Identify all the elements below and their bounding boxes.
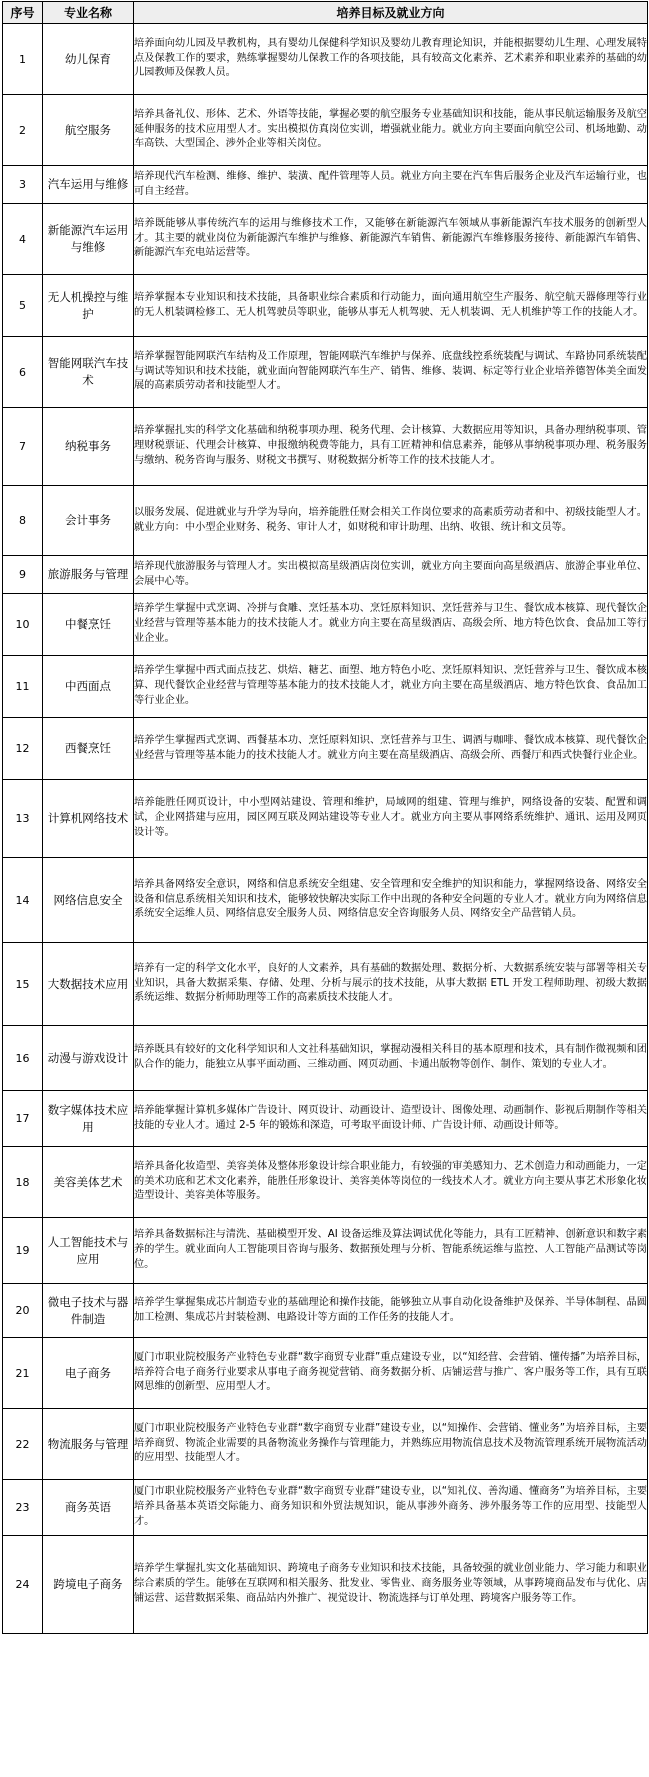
table-row [3,95,648,166]
table-row [3,556,648,594]
row-index: 2 [3,95,43,166]
program-name: 航空服务 [43,95,134,166]
program-description: 以服务发展、促进就业与升学为导向，培养能胜任财会相关工作岗位要求的高素质劳动者和中、初级技能型人才。就业方向：中小型企业财务、税务、审计人才，如财税和审计助理、出纳、收银、统计和文员等。 [134,486,648,556]
program-name: 人工智能技术与应用 [43,1218,134,1284]
table-body [3,24,648,1634]
row-index: 12 [3,718,43,780]
program-description: 培养具备化妆造型、美容美体及整体形象设计综合职业能力，有较强的审美感知力、艺术创造力和动画能力，一定的美术功底和艺术文化素养，能胜任形象设计、美容美体等岗位的一线技术人才。就业方向主要从事艺术形象化妆造型设计、美容美体等服务。 [134,1147,648,1218]
header-program-name: 专业名称 [43,2,134,24]
row-index: 10 [3,594,43,656]
table-row [3,486,648,556]
row-index: 9 [3,556,43,594]
row-index: 5 [3,275,43,337]
program-name: 会计事务 [43,486,134,556]
program-table [2,1,648,1634]
program-name: 大数据技术应用 [43,943,134,1026]
table-row [3,166,648,204]
program-description: 培养学生掌握扎实文化基础知识、跨境电子商务专业知识和技术技能，具备较强的就业创业能力、学习能力和职业综合素质的学生。能够在互联网和相关服务、批发业、零售业、商务服务业等领域，从事跨境商品发布与优化、店铺运营、运营数据采集、商品站内外推广、视觉设计、物流选择与订单处理、跨境客户服务等工作。 [134,1536,648,1634]
row-index: 15 [3,943,43,1026]
program-description: 培养具备礼仪、形体、艺术、外语等技能，掌握必要的航空服务专业基础知识和技能，能从事民航运输服务及航空延伸服务的技术应用型人才。实出模拟仿真岗位实训，增强就业能力。就业方向主要面向航空公司、机场地勤、动车高铁、大型国企、涉外企业等相关岗位。 [134,95,648,166]
program-name: 计算机网络技术 [43,780,134,858]
program-description: 培养面向幼儿园及早教机构，具有婴幼儿保健科学知识及婴幼儿教育理论知识，并能根据婴幼儿生理、心理发展特点及保教工作的要求，熟练掌握婴幼儿保教工作的各项技能，具有较高文化素养、艺术素养和职业素养的基础的幼儿园教师及保教人员。 [134,24,648,95]
table-row [3,780,648,858]
program-description: 培养具备数据标注与清洗、基础模型开发、AI 设备运维及算法调试优化等能力，具有工匠精神、创新意识和数字素养的学生。就业面向人工智能项目咨询与服务、数据预处理与分析、智能系统运维与监控、人工智能产品测试等岗位。 [134,1218,648,1284]
table-row [3,1218,648,1284]
table-row [3,408,648,486]
table-row [3,24,648,95]
program-name: 汽车运用与维修 [43,166,134,204]
program-name: 无人机操控与维护 [43,275,134,337]
program-description: 厦门市职业院校服务产业特色专业群“数字商贸专业群”建设专业，以“知礼仪、善沟通、懂商务”为培养目标，主要培养具备基本英语交际能力、商务知识和外贸法规知识，能从事涉外商务、涉外服务等工作的应用型、技能型人才。 [134,1480,648,1536]
table-row [3,204,648,275]
table-row [3,1536,648,1634]
table-row [3,275,648,337]
row-index: 24 [3,1536,43,1634]
program-description: 厦门市职业院校服务产业特色专业群“数字商贸专业群”建设专业，以“知操作、会营销、懂业务”为培养目标，主要培养商贸、物流企业需要的具备物流业务操作与管理能力，并熟练应用物流信息技术及物流管理系统开展物流活动的应用型、技能型人才。 [134,1409,648,1480]
table-row [3,1284,648,1338]
row-index: 20 [3,1284,43,1338]
row-index: 19 [3,1218,43,1284]
program-name: 动漫与游戏设计 [43,1026,134,1091]
header-row [3,2,648,24]
table-row [3,943,648,1026]
table-header [3,2,648,24]
program-description: 厦门市职业院校服务产业特色专业群“数字商贸专业群”重点建设专业，以“知经营、会营销、懂传播”为培养目标，培养符合电子商务行业要求从事电子商务视觉营销、商务数据分析、店铺运营与推广、客户服务等工作，具有互联网思维的创新型、应用型人才。 [134,1338,648,1409]
program-description: 培养学生掌握中西式面点技艺、烘焙、糖艺、面塑、地方特色小吃、烹饪原料知识、烹饪营养与卫生、餐饮成本核算、现代餐饮企业经营与管理等基本能力的技术技能人才，就业方向主要在高星级酒店、地方特色饮食、食品加工等行业企业。 [134,656,648,718]
row-index: 8 [3,486,43,556]
program-description: 培养学生掌握西式烹调、西餐基本功、烹饪原料知识、烹饪营养与卫生、调酒与咖啡、餐饮成本核算、现代餐饮企业经营与管理等基本能力的技术技能人才。就业方向主要在高星级酒店、高级会所、西餐厅和西式快餐行业企业。 [134,718,648,780]
program-description: 培养学生掌握集成芯片制造专业的基础理论和操作技能，能够独立从事自动化设备维护及保养、半导体制程、晶圆加工检测、集成芯片封装检测、电路设计等方面的工作任务的技能人才。 [134,1284,648,1338]
program-name: 电子商务 [43,1338,134,1409]
program-description: 培养能掌握计算机多媒体广告设计、网页设计、动画设计、造型设计、图像处理、动画制作、影视后期制作等相关技能的专业人才。通过 2-5 年的锻炼和深造，可考取平面设计师、广告设计师、动画设计师等。 [134,1091,648,1147]
program-description: 培养掌握扎实的科学文化基础和纳税事项办理、税务代理、会计核算、大数据应用等知识，具备办理纳税事项、管理财税票证、代理会计核算、申报缴纳税费等能力，具有工匠精神和信息素养，能够从事纳税事项办理、税务服务与缴纳、税务咨询与服务、财税文书撰写、财税数据分析等工作的技术技能人才。 [134,408,648,486]
row-index: 13 [3,780,43,858]
table-row [3,858,648,943]
program-name: 旅游服务与管理 [43,556,134,594]
program-name: 网络信息安全 [43,858,134,943]
program-description: 培养现代旅游服务与管理人才。实出模拟高星级酒店岗位实训，就业方向主要面向高星级酒店、旅游企事业单位、会展中心等。 [134,556,648,594]
program-name: 美容美体艺术 [43,1147,134,1218]
program-name: 幼儿保育 [43,24,134,95]
row-index: 3 [3,166,43,204]
row-index: 4 [3,204,43,275]
program-name: 纳税事务 [43,408,134,486]
program-name: 新能源汽车运用与维修 [43,204,134,275]
table-row [3,1147,648,1218]
program-description: 培养既能够从事传统汽车的运用与维修技术工作，又能够在新能源汽车领域从事新能源汽车技术服务的创新型人才。其主要的就业岗位为新能源汽车维护与维修、新能源汽车销售、新能源汽车维修服务接待、新能源汽车销售、新能源汽车充电站运营等。 [134,204,648,275]
row-index: 14 [3,858,43,943]
table-row [3,718,648,780]
program-name: 商务英语 [43,1480,134,1536]
row-index: 1 [3,24,43,95]
program-name: 西餐烹饪 [43,718,134,780]
row-index: 17 [3,1091,43,1147]
row-index: 21 [3,1338,43,1409]
table-row [3,594,648,656]
program-description: 培养有一定的科学文化水平，良好的人文素养，具有基础的数据处理、数据分析、大数据系统安装与部署等相关专业知识，具备大数据采集、存储、处理、分析与展示的技术技能，从事大数据 ETL 开发工程师助理、初级大数据系统运维、数据分析师助理等工作的高素质技术技能人才。 [134,943,648,1026]
row-index: 23 [3,1480,43,1536]
program-description: 培养具备网络安全意识，网络和信息系统安全组建、安全管理和安全维护的知识和能力，掌握网络设备、网络安全设备和信息系统相关知识和技术，能够较快解决实际工作中出现的各种安全问题的专业人才。就业方向为网络信息系统安全运维人员、网络信息安全服务人员、网络信息安全咨询服务人员、网络安全产品营销人员。 [134,858,648,943]
program-name: 中餐烹饪 [43,594,134,656]
row-index: 6 [3,337,43,408]
row-index: 7 [3,408,43,486]
table-row [3,1338,648,1409]
program-name: 物流服务与管理 [43,1409,134,1480]
header-index: 序号 [3,2,43,24]
row-index: 22 [3,1409,43,1480]
program-description: 培养能胜任网页设计，中小型网站建设、管理和维护，局域网的组建、管理与维护，网络设备的安装、配置和调试，企业网搭建与应用，园区网互联及网站建设等专业人才。就业方向主要从事网络系统维护、通讯、运用及网页设计等。 [134,780,648,858]
program-name: 微电子技术与器件制造 [43,1284,134,1338]
table-row [3,1091,648,1147]
program-name: 跨境电子商务 [43,1536,134,1634]
table-row [3,1026,648,1091]
table-row [3,337,648,408]
program-description: 培养掌握本专业知识和技术技能，具备职业综合素质和行动能力，面向通用航空生产服务、航空航天器修理等行业的无人机装调检修工、无人机驾驶员等职业，能够从事无人机驾驶、无人机装调、无人机维护等工作的技能人才。 [134,275,648,337]
program-name: 中西面点 [43,656,134,718]
program-description: 培养掌握智能网联汽车结构及工作原理，智能网联汽车维护与保养、底盘线控系统装配与调试、车路协同系统装配与调试等知识和技术技能，就业面向智能网联汽车生产、销售、维修、装调、标定等行业企业培养德智体美全面发展的高素质劳动者和技能型人才。 [134,337,648,408]
header-goals: 培养目标及就业方向 [134,2,648,24]
program-name: 智能网联汽车技术 [43,337,134,408]
program-description: 培养学生掌握中式烹调、冷拼与食雕、烹饪基本功、烹饪原料知识、烹饪营养与卫生、餐饮成本核算、现代餐饮企业经营与管理等基本能力的技术技能人才。就业方向主要在高星级酒店、高级会所、地方特色饮食、食品加工等行业企业。 [134,594,648,656]
program-description: 培养现代汽车检测、维修、维护、装潢、配件管理等人员。就业方向主要在汽车售后服务企业及汽车运输行业，也可自主经营。 [134,166,648,204]
row-index: 11 [3,656,43,718]
program-description: 培养既具有较好的文化科学知识和人文社科基础知识，掌握动漫相关科目的基本原理和技术，具有制作微视频和团队合作的能力，能独立从事平面动画、三维动画、网页动画、卡通出版物等创作、制作、策划的专业人才。 [134,1026,648,1091]
table-row [3,1480,648,1536]
table-row [3,656,648,718]
program-name: 数字媒体技术应用 [43,1091,134,1147]
row-index: 18 [3,1147,43,1218]
row-index: 16 [3,1026,43,1091]
table-row [3,1409,648,1480]
